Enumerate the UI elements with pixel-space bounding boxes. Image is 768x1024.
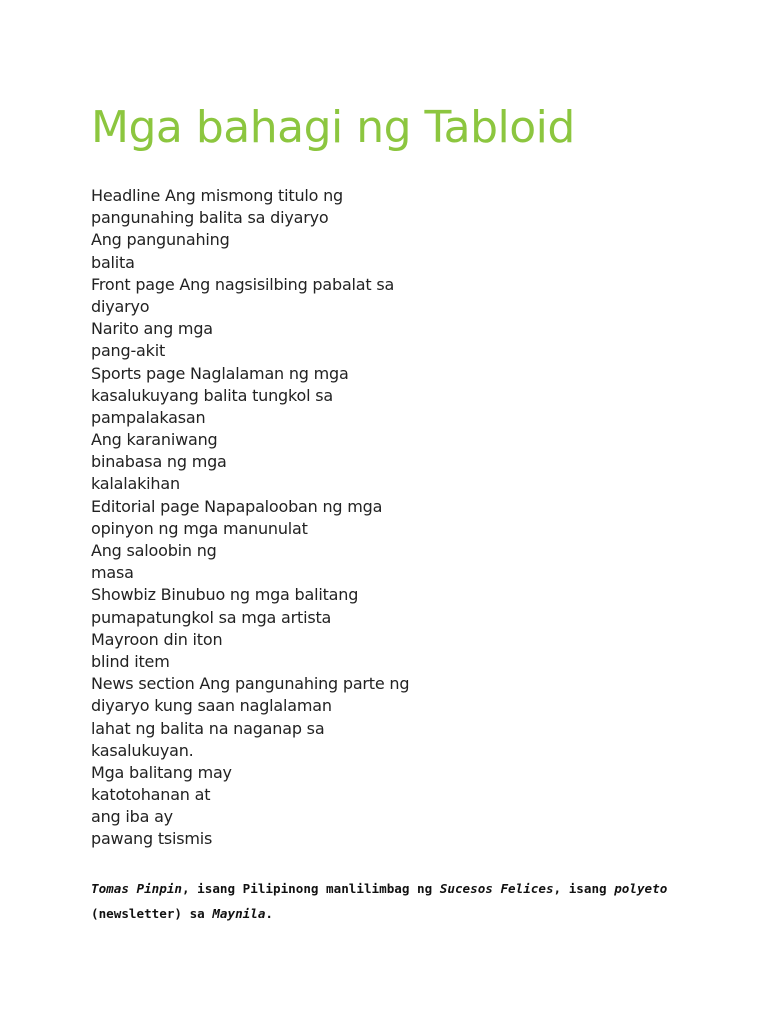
footnote-term: polyeto bbox=[614, 881, 668, 896]
text-line: diyaryo kung saan naglalaman bbox=[91, 696, 332, 716]
text-line: pumapatungkol sa mga artista bbox=[91, 607, 332, 627]
text-line: pang-akit bbox=[91, 341, 166, 361]
text-line: balita bbox=[91, 252, 135, 272]
footnote-publication: Sucesos Felices bbox=[439, 881, 554, 896]
text-line: Ang pangunahing bbox=[91, 230, 230, 250]
text-line: Mga balitang may bbox=[91, 762, 232, 782]
page-title: Mga bahagi ng Tabloid bbox=[91, 102, 575, 153]
text-line: diyaryo bbox=[91, 296, 150, 316]
text-line: Headline Ang mismong titulo ng bbox=[91, 186, 344, 205]
footnote-place: Maynila bbox=[212, 906, 266, 921]
text-line: News section Ang pangunahing parte ng bbox=[91, 674, 410, 694]
text-line: pampalakasan bbox=[91, 407, 206, 427]
text-line: Front page Ang nagsisilbing pabalat sa bbox=[91, 274, 395, 294]
text-line: masa bbox=[91, 563, 134, 583]
text-line: ang iba ay bbox=[91, 807, 173, 827]
footnote bbox=[91, 876, 691, 926]
text-line: pawang tsismis bbox=[91, 829, 213, 849]
text-line: kalalakihan bbox=[91, 474, 180, 494]
text-line: pangunahing balita sa diyaryo bbox=[91, 208, 329, 228]
footnote-text: (newsletter) sa bbox=[91, 906, 213, 921]
footnote-name: Tomas Pinpin bbox=[91, 881, 182, 896]
text-line: blind item bbox=[91, 651, 170, 671]
text-line: kasalukuyan. bbox=[91, 740, 194, 760]
text-line: Ang karaniwang bbox=[91, 430, 218, 450]
footnote-text: , isang Pilipinong manlilimbag ng bbox=[182, 881, 440, 896]
text-line: Ang saloobin ng bbox=[91, 541, 217, 560]
footnote-text: , isang bbox=[553, 881, 615, 896]
text-line: opinyon ng mga manunulat bbox=[91, 518, 308, 538]
text-line: lahat ng balita na naganap sa bbox=[91, 718, 325, 738]
footnote-text: . bbox=[265, 906, 273, 921]
text-line: binabasa ng mga bbox=[91, 452, 227, 472]
body-text bbox=[91, 185, 409, 851]
text-line: Sports page Naglalaman ng mga bbox=[91, 363, 349, 383]
text-line: Showbiz Binubuo ng mga balitang bbox=[91, 585, 359, 605]
text-line: Editorial page Napapalooban ng mga bbox=[91, 496, 383, 516]
text-line: kasalukuyang balita tungkol sa bbox=[91, 385, 333, 405]
text-line: Mayroon din iton bbox=[91, 629, 223, 649]
text-line: Narito ang mga bbox=[91, 319, 213, 339]
text-line: katotohanan at bbox=[91, 785, 211, 805]
